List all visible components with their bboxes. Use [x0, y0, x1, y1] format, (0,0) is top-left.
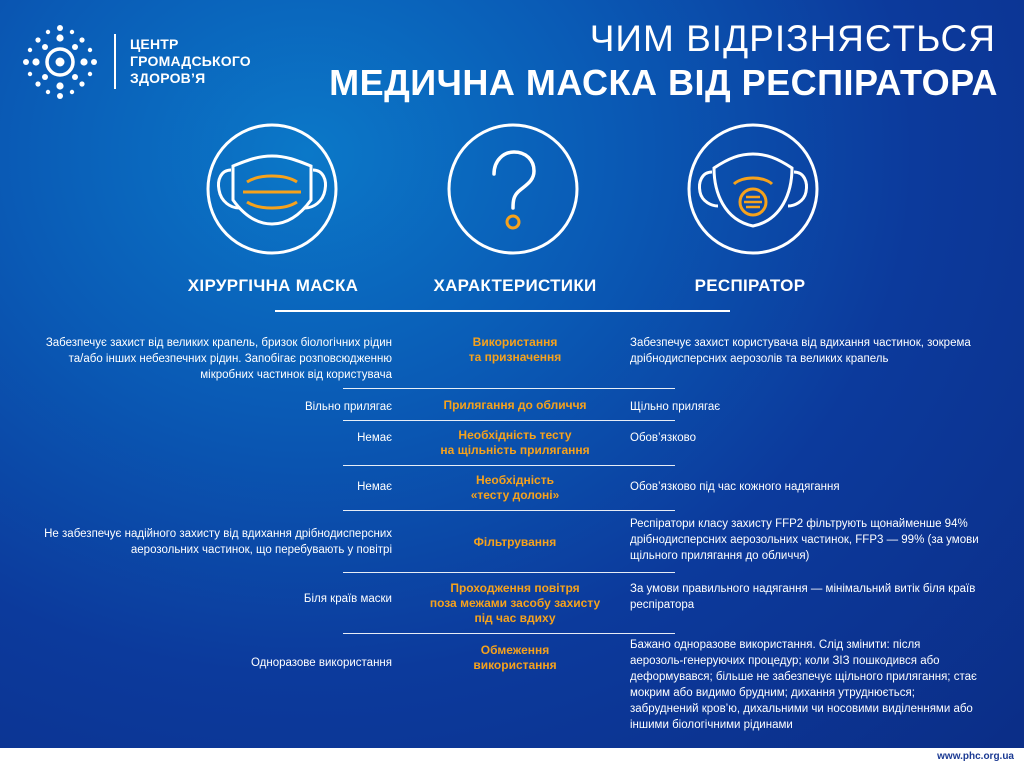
row-1-characteristic: Використання та призначення	[468, 335, 562, 364]
row-1-respirator: Забезпечує захист користувача від вдихання частинок, зокрема дрібнодисперсних аерозолів та великих крапель	[630, 337, 971, 365]
row-5-respirator: Респіратори класу захисту FFP2 фільтрують щонайменше 94% дрібнодисперсних аерозольних частинок, FFP3 — 99% (за умови щільного прилягання до обличчя)	[630, 518, 979, 562]
logo-line-2: ГРОМАДСЬКОГО	[130, 53, 251, 69]
row-3-characteristic: Необхідність тесту на щільність прилягання	[440, 428, 590, 457]
row-2-surgical-mask: Вільно прилягає	[304, 401, 392, 413]
row-divider	[343, 465, 675, 466]
phc-logo-icon	[20, 22, 100, 102]
row-divider	[343, 510, 675, 511]
respirator-icon	[684, 120, 822, 258]
row-6-characteristic: Проходження повітря поза межами засобу захисту під час вдиху	[429, 581, 601, 625]
row-2-characteristic: Прилягання до обличчя	[443, 398, 587, 412]
row-5-characteristic: Фільтрування	[473, 535, 557, 549]
footer-url-link[interactable]: www.phc.org.ua	[937, 751, 1014, 762]
row-4-respirator: Обов’язково під час кожного надягання	[630, 481, 840, 493]
row-divider	[343, 388, 675, 389]
row-4-surgical-mask: Немає	[357, 481, 392, 493]
row-6-surgical-mask: Біля країв маски	[303, 593, 392, 605]
row-divider	[343, 572, 675, 573]
logo-text	[130, 36, 251, 87]
title-line-2: МЕДИЧНА МАСКА ВІД РЕСПІРАТОРА	[329, 62, 998, 103]
title-line-1: ЧИМ ВІДРІЗНЯЄТЬСЯ	[589, 18, 996, 59]
logo-divider	[114, 34, 116, 89]
logo-line-1: ЦЕНТР	[130, 36, 179, 52]
row-6-respirator: За умови правильного надягання — мінімальний витік біля країв респіратора	[630, 583, 976, 611]
row-2-respirator: Щільно прилягає	[630, 401, 721, 413]
row-1-surgical-mask: Забезпечує захист від великих крапель, бризок біологічних рідин та/або інших небезпечних рідин. Запобігає розповсюдженню мікробних частинок від користувача	[45, 337, 392, 381]
question-mark-icon	[444, 120, 582, 258]
header-divider	[275, 310, 730, 312]
row-3-respirator: Обов’язково	[630, 432, 697, 444]
row-divider	[343, 420, 675, 421]
surgical-mask-icon	[203, 120, 341, 258]
row-7-characteristic: Обмеження використання	[473, 643, 557, 672]
column-header-respirator: РЕСПІРАТОР	[694, 276, 806, 295]
column-header-characteristics: ХАРАКТЕРИСТИКИ	[433, 276, 597, 295]
logo-line-3: ЗДОРОВ’Я	[130, 70, 206, 86]
row-4-characteristic: Необхідність «тесту долоні»	[470, 473, 560, 502]
column-header-surgical-mask: ХІРУРГІЧНА МАСКА	[187, 276, 359, 295]
row-3-surgical-mask: Немає	[357, 432, 392, 444]
footer-bar	[0, 748, 1024, 769]
row-7-respirator: Бажано одноразове використання. Слід змінити: після аерозоль-генеруючих процедур; коли ЗІЗ пошкодився або деформувався; більше не забезпечує щільного прилягання; стає мокрим або видимо брудним; дихання утруднюється; забруднений кров’ю, дихальними чи носовими виділеннями або іншими біологічними рідинами	[630, 639, 977, 731]
row-divider	[343, 633, 675, 634]
row-7-surgical-mask: Одноразове використання	[250, 657, 392, 669]
row-5-surgical-mask: Не забезпечує надійного захисту від вдихання дрібнодисперсних аерозольних частинок, що перебувають у повітрі	[44, 528, 392, 556]
